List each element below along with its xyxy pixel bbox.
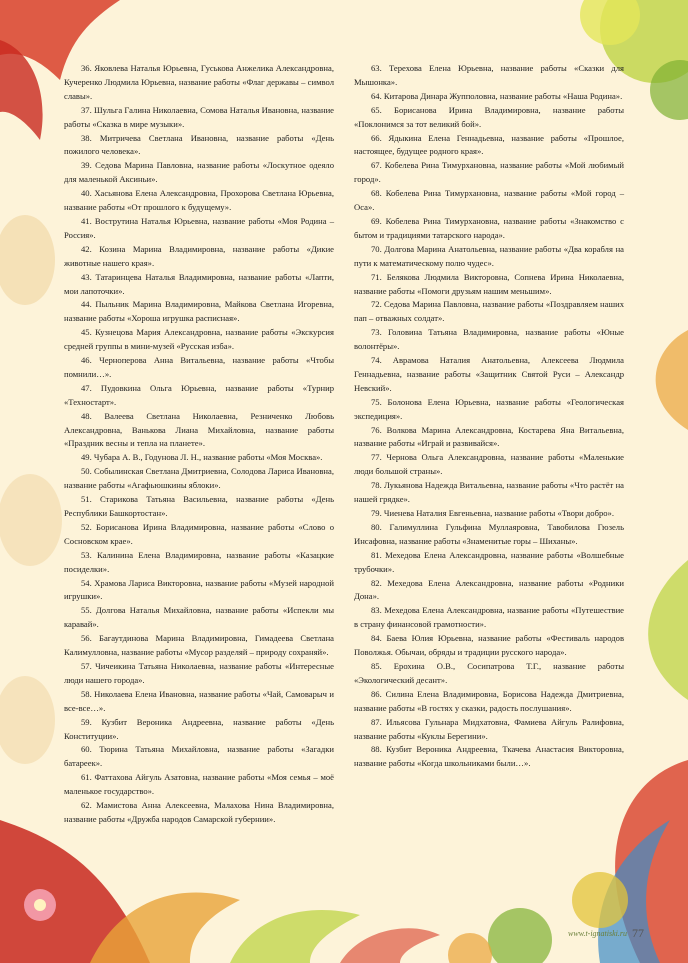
page-footer (568, 926, 644, 941)
list-item: 70. Долгова Марина Анатольевна, название работы «Два корабля на пути к математическому полю чудес». (354, 243, 624, 268)
list-item: 62. Мамистова Анна Алексеевна, Малахова Нина Владимировна, название работы «Дружба народов Самарской губернии». (64, 800, 334, 824)
website-link[interactable]: www.t-ignatiski.ru (568, 929, 627, 938)
list-item: 81. Мехедова Елена Александровна, название работы «Волшебные трубочки». (354, 549, 624, 574)
list-item: 41. Вострутина Наталья Юрьевна, название работы «Моя Родина – Россия». (64, 215, 334, 240)
list-item: 49. Чубара А. В., Годунова Л. Н., название работы «Моя Москва». (81, 452, 323, 463)
list-item: 53. Калинина Елена Владимировна, название работы «Казацкие посиделки». (64, 549, 334, 574)
list-item: 57. Чичеикина Татьяна Николаевна, название работы «Интересные люди нашего города». (64, 660, 334, 685)
right-column (354, 62, 624, 862)
list-item: 68. Кобелева Рина Тимурхановна, название работы «Мой город – Оса». (354, 188, 624, 213)
list-item: 66. Ядыкина Елена Геннадьевна, название работы «Прошлое, настоящее, будущее родного края». (354, 132, 624, 157)
list-item: 74. Аврамова Наталия Анатольевна, Алексеева Людмила Геннадьевна, название работы «Защитник Святой Руси – Александр Невский». (354, 355, 624, 393)
list-item: 47. Пудовкина Ольга Юрьевна, название работы «Турнир «Техностарт». (64, 382, 334, 407)
list-item: 84. Баева Юлия Юрьевна, название работы «Фестиваль народов Поволжья. Обычаи, обряды и традиции русского народа». (354, 633, 624, 658)
list-item: 48. Валеева Светлана Николаевна, Резниченко Любовь Александровна, Ванькова Лиана Михайловна, название работы «Праздник весны и тепла на планете». (64, 410, 334, 449)
list-item: 45. Кузнецова Мария Александровна, название работы «Экскурсия средней группы в мини-музей «Русская изба». (64, 327, 334, 352)
list-item: 87. Ильясова Гульнара Мидхатовна, Фамиева Айгуль Ралифовна, название работы «Куклы Берегини». (354, 716, 624, 741)
list-item: 82. Мехедова Елена Александровна, название работы «Родники Дона». (354, 577, 624, 602)
list-item: 42. Козина Марина Владимировна, название работы «Дикие животные нашего края». (64, 243, 334, 268)
page-number: 77 (632, 926, 644, 940)
list-item: 38. Митричева Светлана Ивановна, название работы «День пожилого человека». (64, 132, 334, 157)
list-item: 39. Седова Марина Павловна, название работы «Лоскутное одеяло для маленькой Аксиньи». (64, 160, 334, 185)
list-item: 65. Борисанова Ирина Владимировна, название работы «Поклонимся за тот великий бой». (354, 104, 624, 129)
list-item: 56. Багаутдинова Марина Владимировна, Гимадеева Светлана Калимулловна, название работы «Мусор разделяй – природу сохраняй». (64, 633, 334, 658)
list-item: 76. Волкова Марина Александровна, Костарева Яна Витальевна, название работы «Играй и развивайся». (354, 424, 624, 449)
list-item: 59. Кузбит Вероника Андреевна, название работы «День Конституции». (64, 716, 334, 741)
list-item: 80. Галимуллина Гульфина Муллаяровна, Тавобилова Гюзель Инсафовна, название работы «Знаменитые горы – Шиханы». (354, 521, 624, 546)
list-item: 54. Храмова Лариса Викторовна, название работы «Музей народной игрушки». (64, 577, 334, 602)
list-item: 78. Лукьянова Надежда Витальевна, название работы «Что растёт на нашей грядке». (354, 480, 624, 505)
list-item: 43. Татаринцева Наталья Владимировна, название работы «Лапти, мои лапоточки». (64, 271, 334, 296)
list-item: 44. Пыльник Марина Владимировна, Майкова Светлана Игоревна, название работы «Хороша игрушка расписная». (64, 299, 334, 324)
list-item: 75. Болонова Елена Юрьевна, название работы «Геологическая экспедиция». (354, 396, 624, 421)
list-item: 58. Николаева Елена Ивановна, название работы «Чай, Самоварыч и все-все…». (64, 688, 334, 713)
list-item: 63. Терехова Елена Юрьевна, название работы «Сказки для Мышонка». (354, 63, 624, 87)
list-item: 88. Кузбит Вероника Андреевна, Ткачева Анастасия Викторовна, название работы «Когда школьниками были…». (354, 744, 624, 769)
list-item: 69. Кобелева Рина Тимурхановна, название работы «Знакомство с бытом и традициями татарского народа». (354, 215, 624, 240)
list-item: 67. Кобелева Рина Тимурхановна, название работы «Мой любимый город». (354, 160, 624, 185)
list-item: 64. Китарова Динара Жупполовна, название работы «Наша Родина». (371, 90, 623, 101)
list-item: 71. Белякова Людмила Викторовна, Сопнева Ирина Николаевна, название работы «Помоги друзьям нашим меньшим». (354, 271, 624, 296)
list-item: 51. Старикова Татьяна Васильевна, название работы «День Республики Башкортостан». (64, 494, 334, 518)
list-item: 60. Тюрина Татьяна Михайловна, название работы «Загадки батареек». (64, 744, 334, 769)
left-column (64, 62, 334, 862)
list-item: 83. Мехедова Елена Александровна, название работы «Путешествие в страну финансовой грамотности». (354, 605, 624, 630)
list-item: 46. Черноперова Анна Витальевна, название работы «Чтобы помнили…». (64, 355, 334, 379)
list-item: 36. Яковлева Наталья Юрьевна, Гуськова Анжелика Александровна, Кучеренко Людмила Юрьевна, название работы «Флаг державы – символ славы». (64, 63, 334, 101)
list-item: 61. Фаттахова Айгуль Азатовна, название работы «Моя семья – моё маленькое государство». (64, 772, 334, 797)
list-item: 40. Хасьянова Елена Александровна, Прохорова Светлана Юрьевна, название работы «От прошлого к будущему». (64, 188, 334, 213)
list-item: 72. Седова Марина Павловна, название работы «Поздравляем наших пап – отважных солдат». (354, 299, 624, 324)
list-item: 73. Головина Татьяна Владимировна, название работы «Юные волонтёры». (354, 327, 624, 352)
list-item: 79. Чиенева Наталия Евгеньевна, название работы «Твори добро». (371, 508, 614, 518)
list-item: 86. Силина Елена Владимировна, Борисова Надежда Дмитриевна, название работы «В гостях у сказки, радость послушания». (354, 688, 624, 713)
list-item: 52. Борисанова Ирина Владимировна, название работы «Слово о Сосновском крае». (64, 521, 334, 546)
list-item: 77. Чернова Ольга Александровна, название работы «Маленькие люди большой страны». (354, 452, 624, 477)
list-item: 85. Ерохина О.В., Сосипатрова Т.Г., название работы «Экологический десант». (354, 660, 624, 685)
list-item: 50. Собылинская Светлана Дмитриевна, Солодова Лариса Ивановна, название работы «Агафьюшкины яблоки». (64, 466, 334, 491)
list-item: 37. Шульга Галина Николаевна, Сомова Наталья Ивановна, название работы «Сказка в мире музыки». (64, 104, 334, 129)
list-item: 55. Долгова Наталья Михайловна, название работы «Испекли мы каравай». (64, 605, 334, 630)
